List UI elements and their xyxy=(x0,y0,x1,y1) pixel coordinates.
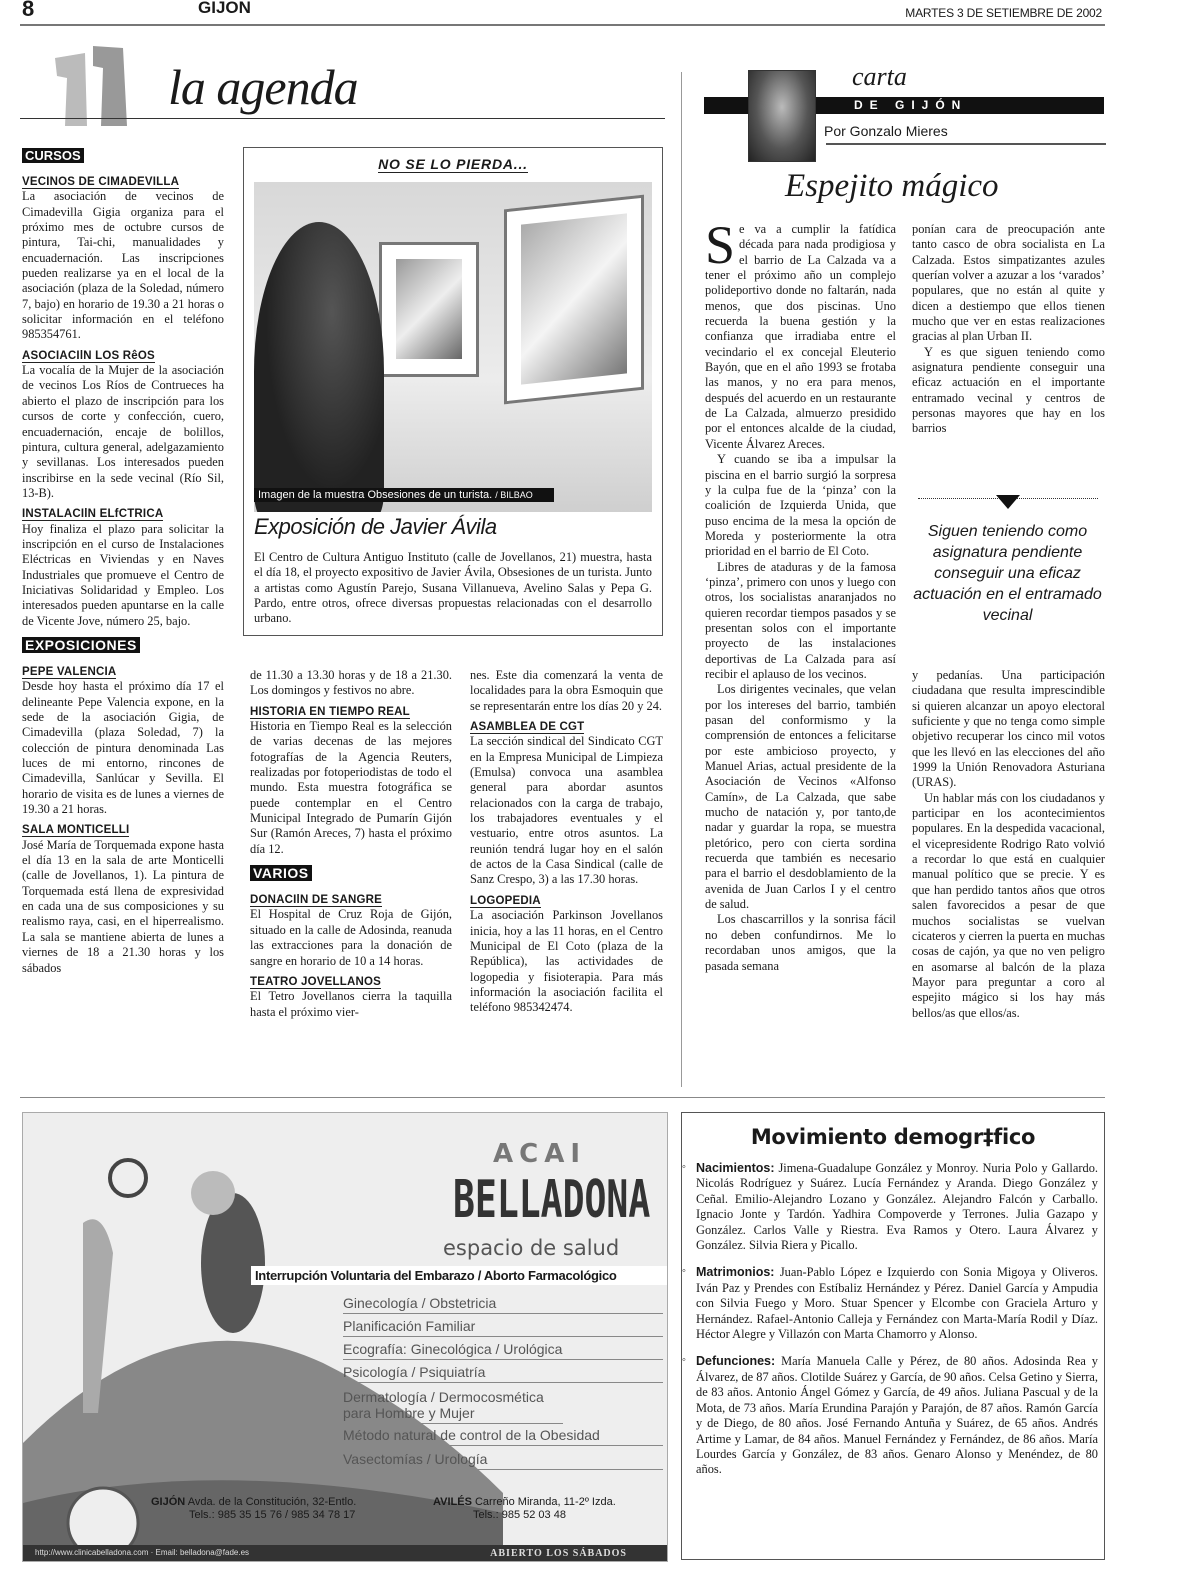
ad-service: Dermatología / Dermocosmética para Hombre y Mujer xyxy=(343,1389,563,1424)
event-heading: HISTORIA EN TIEMPO REAL xyxy=(250,705,410,718)
belladona-advertisement xyxy=(22,1112,668,1562)
ad-brand-top: ACAI xyxy=(493,1139,586,1169)
article-paragraph: Los dirigentes vecinales, que velan por los intereses del barrio, también pasan del conformismo y la comprensión de entonces a felicitarse por este ambicioso proyecto, y Manuel Arias, actual presidente de la Asociación de Vecinos «Alfonso Camín», de La Calzada, que sabe mucho de natación y, por tanto,de nadar y guardar la ropa, se muestra pletórico, pero con cierta sordina recuerda que también es necesario para el barrio el desdoblamiento de la avenida de Juan Carlos I y el centro de salud. xyxy=(705,682,896,912)
agenda-rule xyxy=(20,118,665,119)
section-label: EXPOSICIONES xyxy=(22,637,140,653)
ad-footer-bar: http://www.clinicabelladona.com · Email: belladona@fade.es ABIERTO LOS SÁBADOS xyxy=(23,1545,668,1561)
article-paragraph: ponían cara de preocupación ante tanto casco de obra socialista en La Calzada. Estos simpatizantes azules querían volver a azuzar a los ‘varados’ populares, que no están al quite y dicen a destiempo que ellos tienen mucho que ver en estas realizaciones gracias al plan Urban II. xyxy=(912,222,1105,344)
drop-cap: S xyxy=(705,215,736,275)
demographic-title: Movimiento demogr‡fico xyxy=(750,1125,1036,1149)
continued-text: de 11.30 a 13.30 horas y de 18 a 21.30. Los domingos y festivos no abre. xyxy=(250,668,452,698)
byline: Por Gonzalo Mieres xyxy=(824,123,948,139)
event-description: Historia en Tiempo Real es la selección de varias decenas de las mejores fotografías de la Agencia Reuters, realizadas por fotoperiodistas de todo el mundo. Esta muestra fotográfica se puede contemplar en el Centro Municipal Integrado de Pumarín Gijón Sur (Ramón Areces, 7) hasta el próximo día 12. xyxy=(250,719,452,856)
event-description: La asociación Parkinson Jovellanos inicia, hoy a las 11 horas, en el Centro Municipal de El Coto (plaza de la República), las actividades de logopedia y fisioterapia. Para más información la asociación facilita el teléfono 985342474. xyxy=(470,908,663,1015)
ad-brand: BELLADONA xyxy=(453,1170,651,1230)
event-heading: SALA MONTICELLI xyxy=(22,824,130,837)
event-description: La sección sindical del Sindicato CGT en la Empresa Municipal de Limpieza (Emulsa) convoca una asamblea general para abordar asuntos relacionados con la carga de trabajo, los trabajadores eventuales y el vestuario, entre otros asuntos. La reunión tendrá lugar hoy en el salón de actos de la Casa Sindical (calle de Sanz Crespo, 3) a las 17.30 horas. xyxy=(470,734,663,887)
article-column-1 xyxy=(705,215,896,974)
ad-service: Ecografía: Ginecológica / Urológica xyxy=(343,1341,663,1360)
article-paragraph: Y cuando se iba a impulsar la piscina en el barrio surgió la sorpresa y la culpa fue de la ‘pinza’ con la coalición de Izquierda Unida, que puso encima de la mesa la opción de Moreda y posteriormente la otra prioridad en el barrio de El Coto. xyxy=(705,452,896,559)
byline-rule xyxy=(826,143,1106,145)
article-paragraph: Y es que siguen teniendo como asignatura pendiente conseguir una eficaz actuación en el importante entramado vecinal y centros de personas mayores que hay en los barrios xyxy=(912,344,1105,436)
event-description: Desde hoy hasta el próximo día 17 el delineante Pepe Valencia expone, en la sede de la asociación Gigia, de Cimadevilla (plaza Soledad, 7) la colección de pintura denominada Las luces de mi entorno, rincones de Cimadevilla, Sanlúcar y Sevilla. El horario de visita es de lunes a viernes de 19.30 a 21 horas. xyxy=(22,679,224,817)
ad-service: Psicología / Psiquiatría xyxy=(343,1364,663,1383)
event-heading: LOGOPEDIA xyxy=(470,894,541,907)
feature-kicker: NO SE LO PIERDA... xyxy=(378,156,528,172)
marriages-entry: ◦ Matrimonios: Juan-Pablo López e Izquierdo con Sonia Migoya y Oliveros. Iván Paz y Prendes con Estíbaliz Hernández y Pérez. Daniel García y Ampudia con Silvia Fuego y Moro. Stuar Spencer y Elcombe con Graciela Arturo y Hernández. Rafael-Antonio Calleja y Fernández con Marta-María Rodil y Díaz. Héctor Alegre y Villazón con Marta Chamorro y Alonso. xyxy=(682,1265,1104,1342)
photo-caption: Imagen de la muestra Obsesiones de un turista. / BILBAO xyxy=(254,488,554,502)
event-heading: ASAMBLEA DE CGT xyxy=(470,721,585,734)
ad-headline: Interrupción Voluntaria del Embarazo / Aborto Farmacológico xyxy=(251,1266,668,1285)
author-portrait xyxy=(748,70,816,162)
section-label: CURSOS xyxy=(22,148,84,163)
article-paragraph: Los chascarrillos y la sonrisa fácil no deben confundirnos. Me lo recordaban unos amigos, que la pasada semana xyxy=(705,912,896,973)
article-column-2b xyxy=(912,668,1105,1021)
issue-date: MARTES 3 DE SETIEMBRE DE 2002 xyxy=(905,6,1102,20)
agenda-right-column xyxy=(470,668,663,1016)
pull-quote-text: Siguen teniendo como asignatura pendiente conseguir una eficaz actuación en el entramado vecinal xyxy=(913,523,1102,624)
article-paragraph: y pedanías. Una participación ciudadana que resulta imprescindible si quieren alcanzar un apoyo electoral suficiente y que no tenga como simple objetivo recuperar los cinco mil votos que les llevó en las elecciones del año 1999 la Unión Renovadora Asturiana (URAS). xyxy=(912,668,1105,790)
agenda-middle-column xyxy=(250,668,452,1020)
continued-text: nes. Este dia comenzará la venta de localidades para la obra Esmoquin que se representarán entre los días 20 y 24. xyxy=(470,668,663,713)
event-heading: ASOCIACIlN LOS RêOS xyxy=(22,349,155,362)
column-sublabel: DE GIJÓN xyxy=(704,97,1104,114)
section-name: GIJON xyxy=(198,0,251,17)
agenda-title: la agenda xyxy=(168,59,358,115)
event-description: El Tetro Jovellanos cierra la taquilla hasta el próximo vier- xyxy=(250,989,452,1019)
event-heading: DONACIlN DE SANGRE xyxy=(250,894,383,907)
event-description: La asociación de vecinos de Cimadevilla Gigia organiza para el próximo mes de octubre cursos de pintura, Tai-chi, manualidades y encuadernación. Las inscripciones pueden realizarse ya en el local de la asociación (plaza de la Soledad, número 7, bajo) en horario de 19.30 a 21 horas o solicitar información en el teléfono 985354761. xyxy=(22,189,224,342)
exhibition-photo xyxy=(254,182,652,512)
agenda-left-column xyxy=(22,140,224,976)
feature-body: El Centro de Cultura Antiguo Instituto (calle de Jovellanos, 21) muestra, hasta el día 18, el proyecto expositivo de Javier Ávila, Obsesiones de un turista. Junto a artistas como Agustín Parejo, Susana Villanueva, Avelino Salas y Pepa G. Pardo, entre otros, ofrece diversas propuestas relacionadas con el desarrollo urbano. xyxy=(254,550,652,626)
event-heading: VECINOS DE CIMADEVILLA xyxy=(22,176,180,188)
demographic-box xyxy=(681,1112,1105,1560)
event-heading: PEPE VALENCIA xyxy=(22,665,117,678)
article-column-2a xyxy=(912,222,1105,437)
event-description: El Hospital de Cruz Roja de Gijón, situado en la calle de Adosinda, reanuda las extracciones para la donación de sangre en horario de 10 a 14 horas. xyxy=(250,907,452,968)
article-paragraph: Un hablar más con los ciudadanos y participar en los acontecimientos populares. En la despedida vacacional, el vicepresidente Rodrigo Rato volvió a recordar lo que está en cualquier manual político que se precie. Y es que han perdido tantos años que otros salen favorecidos a pesar de que muchos socialistas se vuelvan cicateros y cierren la puerta en muchas cosas de cajón, ya que no ven peligro en asomarse al balcón de la plaza Mayor para preguntar a coro al espejito mágico si los hay más bellos/as que ellos/as. xyxy=(912,790,1105,1020)
quote-divider xyxy=(918,498,1098,499)
featured-event-box xyxy=(243,147,663,636)
event-heading: INSTALACIlN ELfCTRICA xyxy=(22,508,164,521)
ad-tagline: espacio de salud xyxy=(443,1236,620,1260)
page-number: 8 xyxy=(22,0,35,21)
header-rule xyxy=(20,24,1105,26)
triangle-down-icon xyxy=(996,495,1020,509)
article-paragraph: Libres de ataduras y de la famosa ‘pinza’, primero con unos y luego con otros, los socialistas anaranjados no quieren recordar tiempos pasados y se presentan solos con el importante proyecto de las instalaciones deportivas de La Calzada para así recibir el aplauso de los vecinos. xyxy=(705,559,896,681)
agenda-logo-icon xyxy=(45,38,165,128)
section-label: VARIOS xyxy=(250,865,312,881)
ad-service: Método natural de control de la Obesidad xyxy=(343,1427,663,1446)
column-label: carta xyxy=(852,62,907,91)
ad-service: Planificación Familiar xyxy=(343,1318,663,1337)
ad-aviles-contact: AVILÉS Carreño Miranda, 11-2º Izda. Tels.: 985 52 03 48 xyxy=(433,1496,616,1521)
births-entry: ◦ Nacimientos: Jimena-Guadalupe González y Monroy. Nuria Polo y Gallardo. Nicolás Rodríguez y Suárez. Lucía Fernández y Aranda. Diego González y Ceñal. Emilio-Alejandro Lozano y González. Alejandro Falcón y Carballo. Ignacio Jonte y Tardón. Yadhira Compoverde y Terrones. Julia Gazapo y González. Carlos Valle y Riestra. Eva Ramos y Otero. Laura Álvarez y González. Silvia Riera y Picallo. xyxy=(682,1161,1104,1253)
event-description: Hoy finaliza el plazo para solicitar la inscripción en el curso de Instalaciones Eléctricas en Viviendas y en Naves Industriales que promueve el Centro de Iniciativas Solidaridad y Empleo. Los interesados pueden apuntarse en la calle de Vicente Jove, número 25, bajo. xyxy=(22,521,224,628)
ad-service: Vasectomías / Urología xyxy=(343,1451,663,1470)
section-rule xyxy=(20,1097,1105,1098)
ad-gijon-contact: GIJÓN Avda. de la Constitución, 32-Entlo. Tels.: 985 35 15 76 / 985 34 78 17 xyxy=(151,1496,357,1521)
event-description: La vocalía de la Mujer de la asociación de vecinos Los Ríos de Contrueces ha abierto el plazo de inscripción para los cursos de corte y confección, cuero, encuadernación, encaje de bolillos, pintura, cultura general, adelgazamiento y sevillanas. Los interesados pueden inscribirse en la sede vecinal (Río Sil, 13-B). xyxy=(22,363,224,500)
event-heading: TEATRO JOVELLANOS xyxy=(250,975,381,988)
ad-service: Ginecología / Obstetricia xyxy=(343,1295,663,1314)
article-paragraph: e va a cumplir la fatídica década para nada prodigiosa y el barrio de La Calzada va a tener el próximo año un complejo polideportivo donde no faltarán, nada menos, que dos piscinas. Uno recuerda la buena gestión y la confianza que irradiaba entre el vecindario el ex concejal Eleuterio Bayón, que en el año 1993 se frotaba las manos, y no era para menos, después del acuerdo en un restaurante de La Calzada, almuerzo presidido por el entonces alcalde de la ciudad, Vicente Álvarez Areces. xyxy=(705,222,896,451)
event-description: José María de Torquemada expone hasta el día 13 en la sala de arte Monticelli (calle de Jovellanos, 1). La pintura de Torquemada está llena de expresividad en cada una de sus composiciones y su realismo raya, casi, en el hiperrealismo. La sala se mantiene abierta de lunes a viernes de 18 a 21.30 horas y los sábados xyxy=(22,837,224,975)
article-title: Espejito mágico xyxy=(785,168,999,204)
pull-quote xyxy=(905,498,1110,626)
feature-title: Exposición de Javier Ávila xyxy=(254,514,497,539)
deaths-entry: ◦ Defunciones: María Manuela Calle y Pérez, de 80 años. Adosinda Rea y Álvarez, de 87 años. Clotilde Suárez y García, de 90 años. Celsa Getino y Sierra, de 83 años. Antonio Ángel Gómez y García, de 49 años. Juliana Pascual y de la Mota, de 73 años. María Erundina Parajón y Parajón, de 87 años. Ramón García y de Diego, de 80 años. José Fernando Antuña y Suárez, de 65 años. Andrés Artime y Lamar, de 84 años. Manuel Fernández y Fernández, de 86 años. María Lourdes García y González, de 83 años. Genaro Alonso y Menéndez, de 80 años. xyxy=(682,1354,1104,1477)
column-divider xyxy=(681,72,682,1087)
